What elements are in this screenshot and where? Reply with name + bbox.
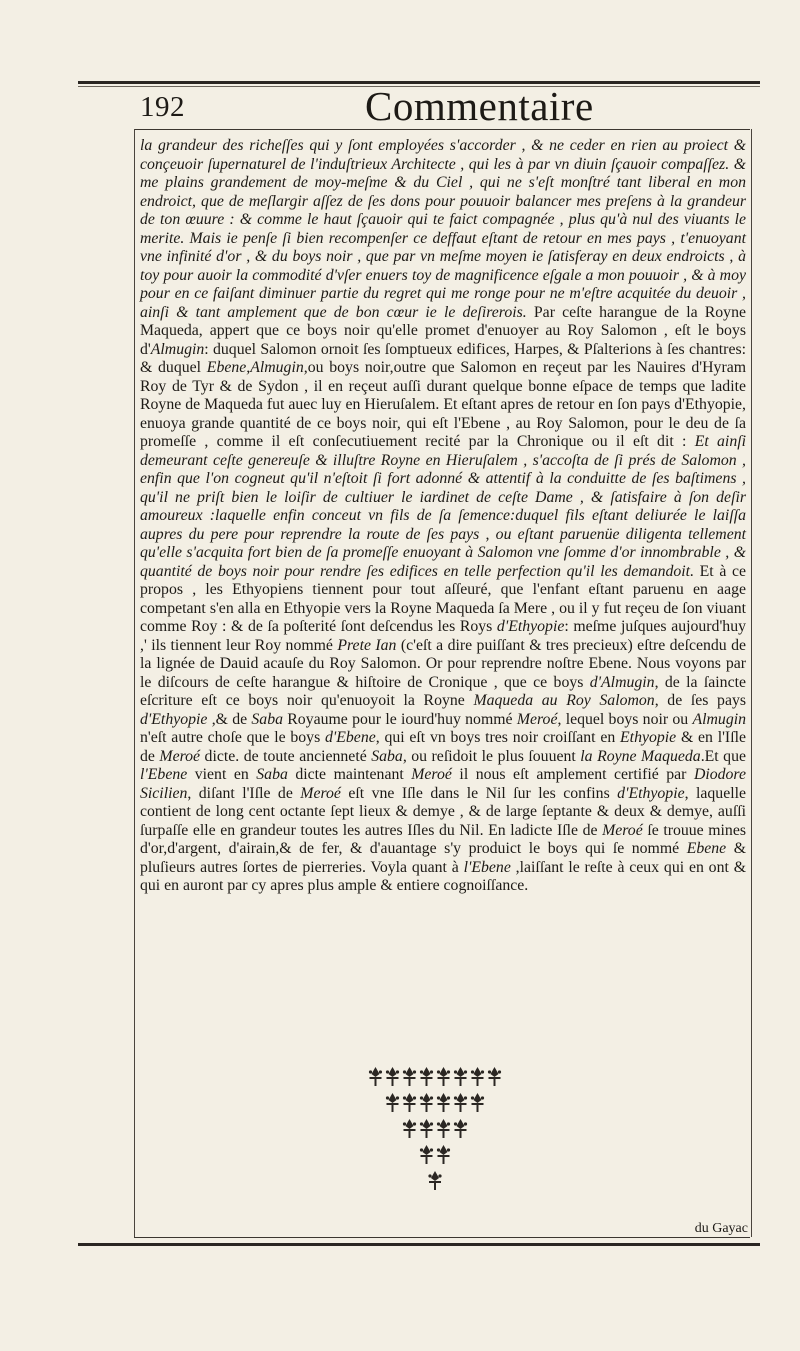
italic-text-span: Et ainſi demeurant ceſte genereuſe & illuſtre Royne en Hieruſalem , s'accoſta de ſi prés de Salomon , enfin que l'on cogneut qu'il n'eſtoit ſi fort adonné & attentif à la conduitte de ſes baſtimens , qu'il ne priſt bien le loiſir de cultiuer le iardinet de ceſte Dame , & ſatisfaire à ſon deſir amoureux :laquelle enfin conceut vn fils de ſa ſemence:duquel fils eſtant deliurée le laiſſa aupres du pere pour reprendre la route de ſes pays , ou eſtant paruenüe diligenta tellement qu'elle s'acquita fort bien de ſa promeſſe enuoyant à Salomon vne ſomme d'or innombrable , & quantité de boys noir pour rendre ſes edifices en telle perfection qu'il les demandoit. xyxy=(140,433,746,580)
italic-text-span: la Royne Maqueda xyxy=(580,747,701,765)
italic-text-span: Meroé xyxy=(602,821,643,839)
italic-text-span: l'Ebene xyxy=(140,766,188,783)
body-text xyxy=(140,137,746,896)
fleuron-mark xyxy=(420,1145,433,1164)
fleuron-mark xyxy=(437,1067,450,1086)
roman-text-span: : meſme juſques aujourd'huy ,' ils tiennent leur Roy nommé xyxy=(140,618,746,654)
fleuron-mark xyxy=(437,1119,450,1138)
italic-text-span: d'Ethyopie xyxy=(496,618,565,635)
italic-text-span: l'Ebene xyxy=(463,858,511,876)
roman-text-span: ,laiſſant le reſte à ceux qui en ont & qui en auront par cy apres plus ample & entiere cognoiſſance. xyxy=(140,858,746,894)
fleuron-mark xyxy=(471,1067,484,1086)
roman-text-span: .Et que xyxy=(700,747,746,765)
fleuron-mark xyxy=(488,1067,501,1086)
roman-text-span: Et à ce propos , les Ethyopiens tiennent pour tout aſſeuré, que l'enfant eſtant paruenu en aage competant s'en alla en Ethyopie vers la Royne Maqueda ſa Mere , ou il y fut reçeu de ſon viuant comme Roy : & de ſa poſterité ſont deſcendus les Roys xyxy=(140,562,746,635)
roman-text-span: dicte. de toute ancienneté xyxy=(200,747,372,765)
fleuron-mark xyxy=(369,1067,382,1086)
fleuron-mark xyxy=(386,1067,399,1086)
roman-text-span: , ou reſidoit le plus ſouuent xyxy=(402,747,581,765)
italic-text-span: Saba xyxy=(251,710,283,728)
roman-text-span: ou boys noir,outre que Salomon en reçeut par les Nauires d'Hyram Roy de Tyr & de Sydon , il en reçeut auſſi durant quelque bonne eſpace de temps que ladite Royne de Maqueda fut auec luy en Hieruſalem. Et eſtant apres de retour en ſon pays d'Ethyopie, enuoya grande quantité de ce boys noir, qui eſt l'Ebene , au Roy Salomon, pour le deu de ſa promeſſe , comme il eſt conſecutiuement recité par la Chronique ou il eſt dit : xyxy=(140,359,746,450)
roman-text-span: (c'eſt a dire puiſſant & tres precieux) eſtre deſcendu de la lignée de Dauid acauſe du Roy Salomon. Or pour reprendre noſtre Ebene. Nous voyons par le diſcours de ceſte harangue & hiſtoire de Cronique , que ce boys xyxy=(140,636,746,691)
italic-text-span: Ebene xyxy=(686,840,727,857)
page-number: 192 xyxy=(140,91,185,123)
fleuron-mark xyxy=(454,1067,467,1086)
italic-text-span: Saba xyxy=(371,747,403,765)
body-paragraph xyxy=(140,137,746,896)
fleuron-mark xyxy=(420,1067,433,1086)
fleuron-mark xyxy=(437,1145,450,1164)
fleuron-mark xyxy=(420,1093,433,1112)
italic-text-span: d'Ebene xyxy=(324,729,376,746)
running-title: Commentaire xyxy=(365,83,594,129)
roman-text-span: vient en xyxy=(187,766,257,783)
roman-text-span: , de ſes pays xyxy=(654,692,746,709)
catchword: du Gayac xyxy=(694,1221,748,1236)
roman-text-span: Royaume pour le iourd'huy nommé xyxy=(283,710,517,728)
tailpiece-ornament xyxy=(345,1062,525,1194)
roman-text-span: & en l'Iſle de xyxy=(140,729,746,765)
italic-text-span: Meroé xyxy=(516,710,558,728)
italic-text-span: d'Almugin xyxy=(589,673,655,691)
italic-text-span: Maqueda au Roy Salomon xyxy=(473,692,655,709)
fleuron-mark xyxy=(437,1093,450,1112)
italic-text-span: Meroé xyxy=(411,766,452,783)
roman-text-span: & pluſieurs autres ſortes de pierreries. Voyla quant à xyxy=(140,840,746,876)
italic-text-span: d'Ethyopie xyxy=(617,784,685,802)
roman-text-span: , qui eſt vn boys tres noir croiſſant en xyxy=(375,729,621,746)
fleuron-mark xyxy=(420,1119,433,1138)
roman-text-span: ,& de xyxy=(207,710,252,728)
italic-text-span: Ebene,Almugin, xyxy=(206,359,308,376)
page-header xyxy=(140,83,760,129)
fleuron-mark xyxy=(403,1067,416,1086)
roman-text-span: , de la ſaincte eſcriture eſt ce boys noir qu'enuoyoit la Royne xyxy=(140,673,746,709)
fleuron-mark xyxy=(454,1119,467,1138)
roman-text-span: dicte maintenant xyxy=(287,766,412,783)
roman-text-span: , lequel boys noir ou xyxy=(557,710,693,728)
fleuron-mark xyxy=(428,1171,441,1190)
italic-text-span: Diodore Sicilien xyxy=(140,766,747,802)
italic-text-span: la grandeur des richeſſes qui y ſont employées s'accorder , & ne ceder en rien au proiect & conçeuoir ſupernaturel de l'induſtrieux Architecte , qui les à par vn diuin ſçauoir compaſſez. & me plains grandement de moy-meſme & du Ciel , qui ne s'eſt monſtré tant liberal en mon endroict, que de meſlargir aſſez de ſes dons pour pouuoir balancer mes preſens à la grandeur de ton œuure : & comme le haut ſçauoir qui te faict compagnée , plus qu'à nul des viuants le merite. Mais ie penſe ſi bien recompenſer ce deffaut eſtant de retour en mes pays , t'enuoyant vne infinité d'or , & du boys noir , que par vn meſme moyen ie ſatisferay en deux endroicts , à toy pour auoir la commodité d'vſer enuers toy de magnificence eſgale a mon pouuoir , & à moy pour en ce faiſant diminuer partie du regret qui me ronge pour ne m'eſtre acquitée du deuoir , ainſi & tant amplement que de bon cœur ie le deſirerois. xyxy=(140,137,746,321)
fleuron-mark xyxy=(454,1093,467,1112)
italic-text-span: Ethyopie xyxy=(620,729,677,746)
italic-text-span: Prete Ian xyxy=(337,636,397,654)
roman-text-span: : duquel Salomon ornoit ſes ſomptueux edifices, Harpes, & Pſalterions à ſes chantres: & duquel xyxy=(140,340,746,376)
italic-text-span: Almugin xyxy=(692,710,746,728)
italic-text-span: d'Ethyopie xyxy=(140,710,208,728)
roman-text-span: eſt vne Iſle dans le Nil ſur les confins xyxy=(340,784,618,802)
italic-text-span: Almugin xyxy=(150,340,205,358)
fleuron-mark xyxy=(386,1093,399,1112)
fleuron-mark xyxy=(403,1093,416,1112)
bottom-rule xyxy=(134,1237,750,1238)
italic-text-span: Meroé xyxy=(300,784,341,802)
roman-text-span: , laquelle contient de long cent octante ſept lieux & demye , & de large ſeptante & deux & demye, auſſi ſurpaſſe elle en grandeur toutes les autres Iſles du Nil. En ladicte Iſle de xyxy=(140,784,746,839)
italic-text-span: Saba xyxy=(256,766,288,783)
italic-text-span: Meroé xyxy=(159,747,201,765)
roman-text-span: ſe trouue mines d'or,d'argent, d'airain,& de fer, & d'auantage s'y produict le boys qui ſe nommé xyxy=(140,821,746,857)
fleuron-mark xyxy=(471,1093,484,1112)
roman-text-span: Par ceſte harangue de la Royne Maqueda, appert que ce boys noir qu'elle promet d'enuoyer au Roy Salomon , eſt le boys d' xyxy=(140,303,746,358)
roman-text-span: , diſant l'Iſle de xyxy=(187,784,301,802)
fleuron-mark xyxy=(403,1119,416,1138)
roman-text-span: il nous eſt amplement certifié par xyxy=(451,766,694,783)
roman-text-span: n'eſt autre choſe que le boys xyxy=(140,729,325,746)
bottom-double-rule xyxy=(78,1243,760,1246)
